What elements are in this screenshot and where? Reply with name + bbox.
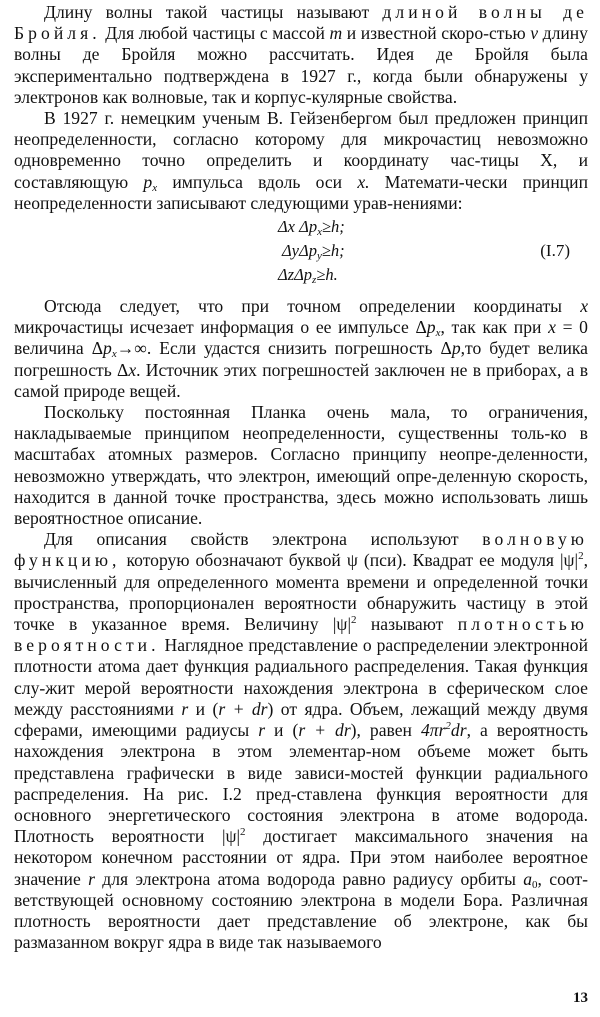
formula-text: ≥h; [321, 241, 345, 261]
paragraph-de-broglie [14, 0, 588, 108]
math-subscript: x [152, 181, 158, 194]
math-symbol: p [103, 338, 112, 359]
text: . Источник этих погрешностей заключен не в приборах, а в самой природе вещей. [14, 359, 589, 401]
paragraph-consequence [14, 296, 588, 402]
math-subscript: 0 [532, 878, 538, 891]
superscript: 2 [445, 720, 451, 733]
spaced-term: плотностью вероятности. [14, 614, 588, 656]
text: импульса вдоль оси [157, 171, 358, 192]
formula-line-2 [282, 240, 345, 261]
math-subscript: x [435, 327, 441, 340]
paragraph-uncertainty-principle [14, 108, 588, 214]
math-symbol: p [426, 317, 436, 338]
math-symbol: x [548, 317, 556, 338]
paragraph-planck-constant: Поскольку постоянная Планка очень мала, то ограничения, накладываемые принципом неопределенности, существенны толь-ко в масштабах атомных размеров. Согласно принципу неопре-деленности, невозможно утверждать, что электрон, имеющий опре-деленную скорость, находится в данной точке пространства, здесь можно использовать лишь вероятностное описание. [14, 402, 588, 529]
text: = 0 величина Δ [14, 317, 588, 359]
text: , соот-ветствующей основному состоянию электрона в модели Бора. Различная плотность вероятности дает представление об электроне, как бы размазанном вокруг ядра в виде так называемого [14, 868, 588, 953]
text: Математи-чески принцип неопределенности записывают следующими урав-нениями: [14, 171, 588, 213]
math-symbol: a [523, 868, 533, 889]
superscript: 2 [350, 614, 357, 627]
math-symbol: x [128, 359, 137, 380]
math-symbol: x [580, 296, 588, 317]
math-symbol: p [143, 171, 153, 192]
text: Для любой частицы с массой [100, 23, 330, 44]
math-symbol: v [530, 23, 539, 44]
text: , а вероятность нахождения электрона в этом элементар-ном объеме может быть представлена графически в виде зависи-мостей функции радиального распределения. На рис. I.2 пред-ставлена функция вероятности для основного энергетического состояния электрона в атоме водорода. Плотность вероятности |ψ| [14, 720, 588, 847]
text: называют [356, 614, 458, 635]
superscript: 2 [578, 550, 584, 563]
math-symbol: r + dr [298, 720, 351, 741]
text: Длину волны такой частицы называют [44, 2, 383, 22]
formula-line-3 [278, 264, 338, 285]
text: и ( [265, 720, 299, 741]
text: и известной скоро-стью [342, 23, 531, 44]
formula-block [14, 216, 588, 292]
text: ), равен [350, 720, 421, 741]
text: →∞. Если удастся снизить погрешность Δ [116, 338, 452, 359]
formula-subscript: y [316, 250, 322, 263]
text: , вычисленный для определенного момента времени и определенной точки пространства, пропорционален вероятности обнаружить частицу в этой точке в указанное время. Величину |ψ| [14, 550, 588, 635]
formula-subscript: x [317, 226, 322, 239]
text: для электрона атома водорода равно радиусу орбиты [94, 868, 524, 889]
formula-text: ≥h. [316, 265, 338, 285]
paragraph-wave-function [14, 529, 588, 953]
text: В 1927 г. немецким ученым В. Гейзенбергом был предложен принцип неопределенности, согласно которому для микрочастиц невозможно одновременно точно определить и координату час-тицы X, и составляющую [14, 108, 588, 192]
math-symbol: r + dr [218, 698, 268, 719]
math-subscript: x [111, 348, 117, 361]
text: Для описания свойств электрона используют [44, 529, 483, 550]
text: Наглядное представление о распределении электронной плотности атома дает функция радиального распределения. Такая функция слу-жит мерой вероятности нахождения электрона в сферическом слое между расстояниями [14, 635, 588, 719]
math-symbol: r [88, 868, 95, 889]
superscript: 2 [240, 826, 246, 839]
math-symbol: m [329, 23, 343, 44]
formula-text: Δx Δp [278, 217, 318, 237]
equation-number: (I.7) [540, 241, 570, 261]
text: длину волны де Бройля можно рассчитать. Идея де Бройля была экспериментально подтверждена в 1927 г., когда были обнаружены у электронов как волновые, так и корпус-кулярные свойства. [14, 23, 588, 107]
formula-text: ΔzΔp [278, 265, 313, 285]
text: и ( [188, 698, 219, 719]
math-symbol: p [451, 338, 461, 359]
formula-subscript: z [312, 274, 317, 287]
spaced-term: волновую функцию, [14, 529, 588, 571]
spaced-term: длиной волны де Бройля. [14, 2, 588, 44]
math-symbol: 4πr [420, 720, 446, 741]
math-symbol: r [258, 720, 266, 741]
formula-text: ΔyΔp [282, 241, 317, 261]
formula-text: ≥h; [321, 217, 345, 237]
math-symbol: r [181, 698, 189, 719]
text: ,то будет велика погрешность Δ [14, 338, 588, 380]
text: микрочастицы исчезает информация о ее импульсе Δ [14, 317, 427, 338]
text: , так как при [440, 317, 549, 338]
text: ) от ядра. Объем, лежащий между двумя сферами, имеющими радиусы [14, 698, 588, 741]
formula-line-1 [278, 216, 345, 237]
page-number: 13 [573, 990, 588, 1006]
text: достигает максимального значения на некотором конечном расстоянии от ядра. При этом наиболее вероятное значение [14, 826, 588, 889]
math-symbol: dr [450, 720, 467, 741]
text: которую обозначают буквой ψ (пси). Квадрат ее модуля |ψ| [120, 550, 579, 571]
math-symbol: x. [357, 171, 370, 192]
text: Отсюда следует, что при точном определении координаты [44, 296, 581, 317]
